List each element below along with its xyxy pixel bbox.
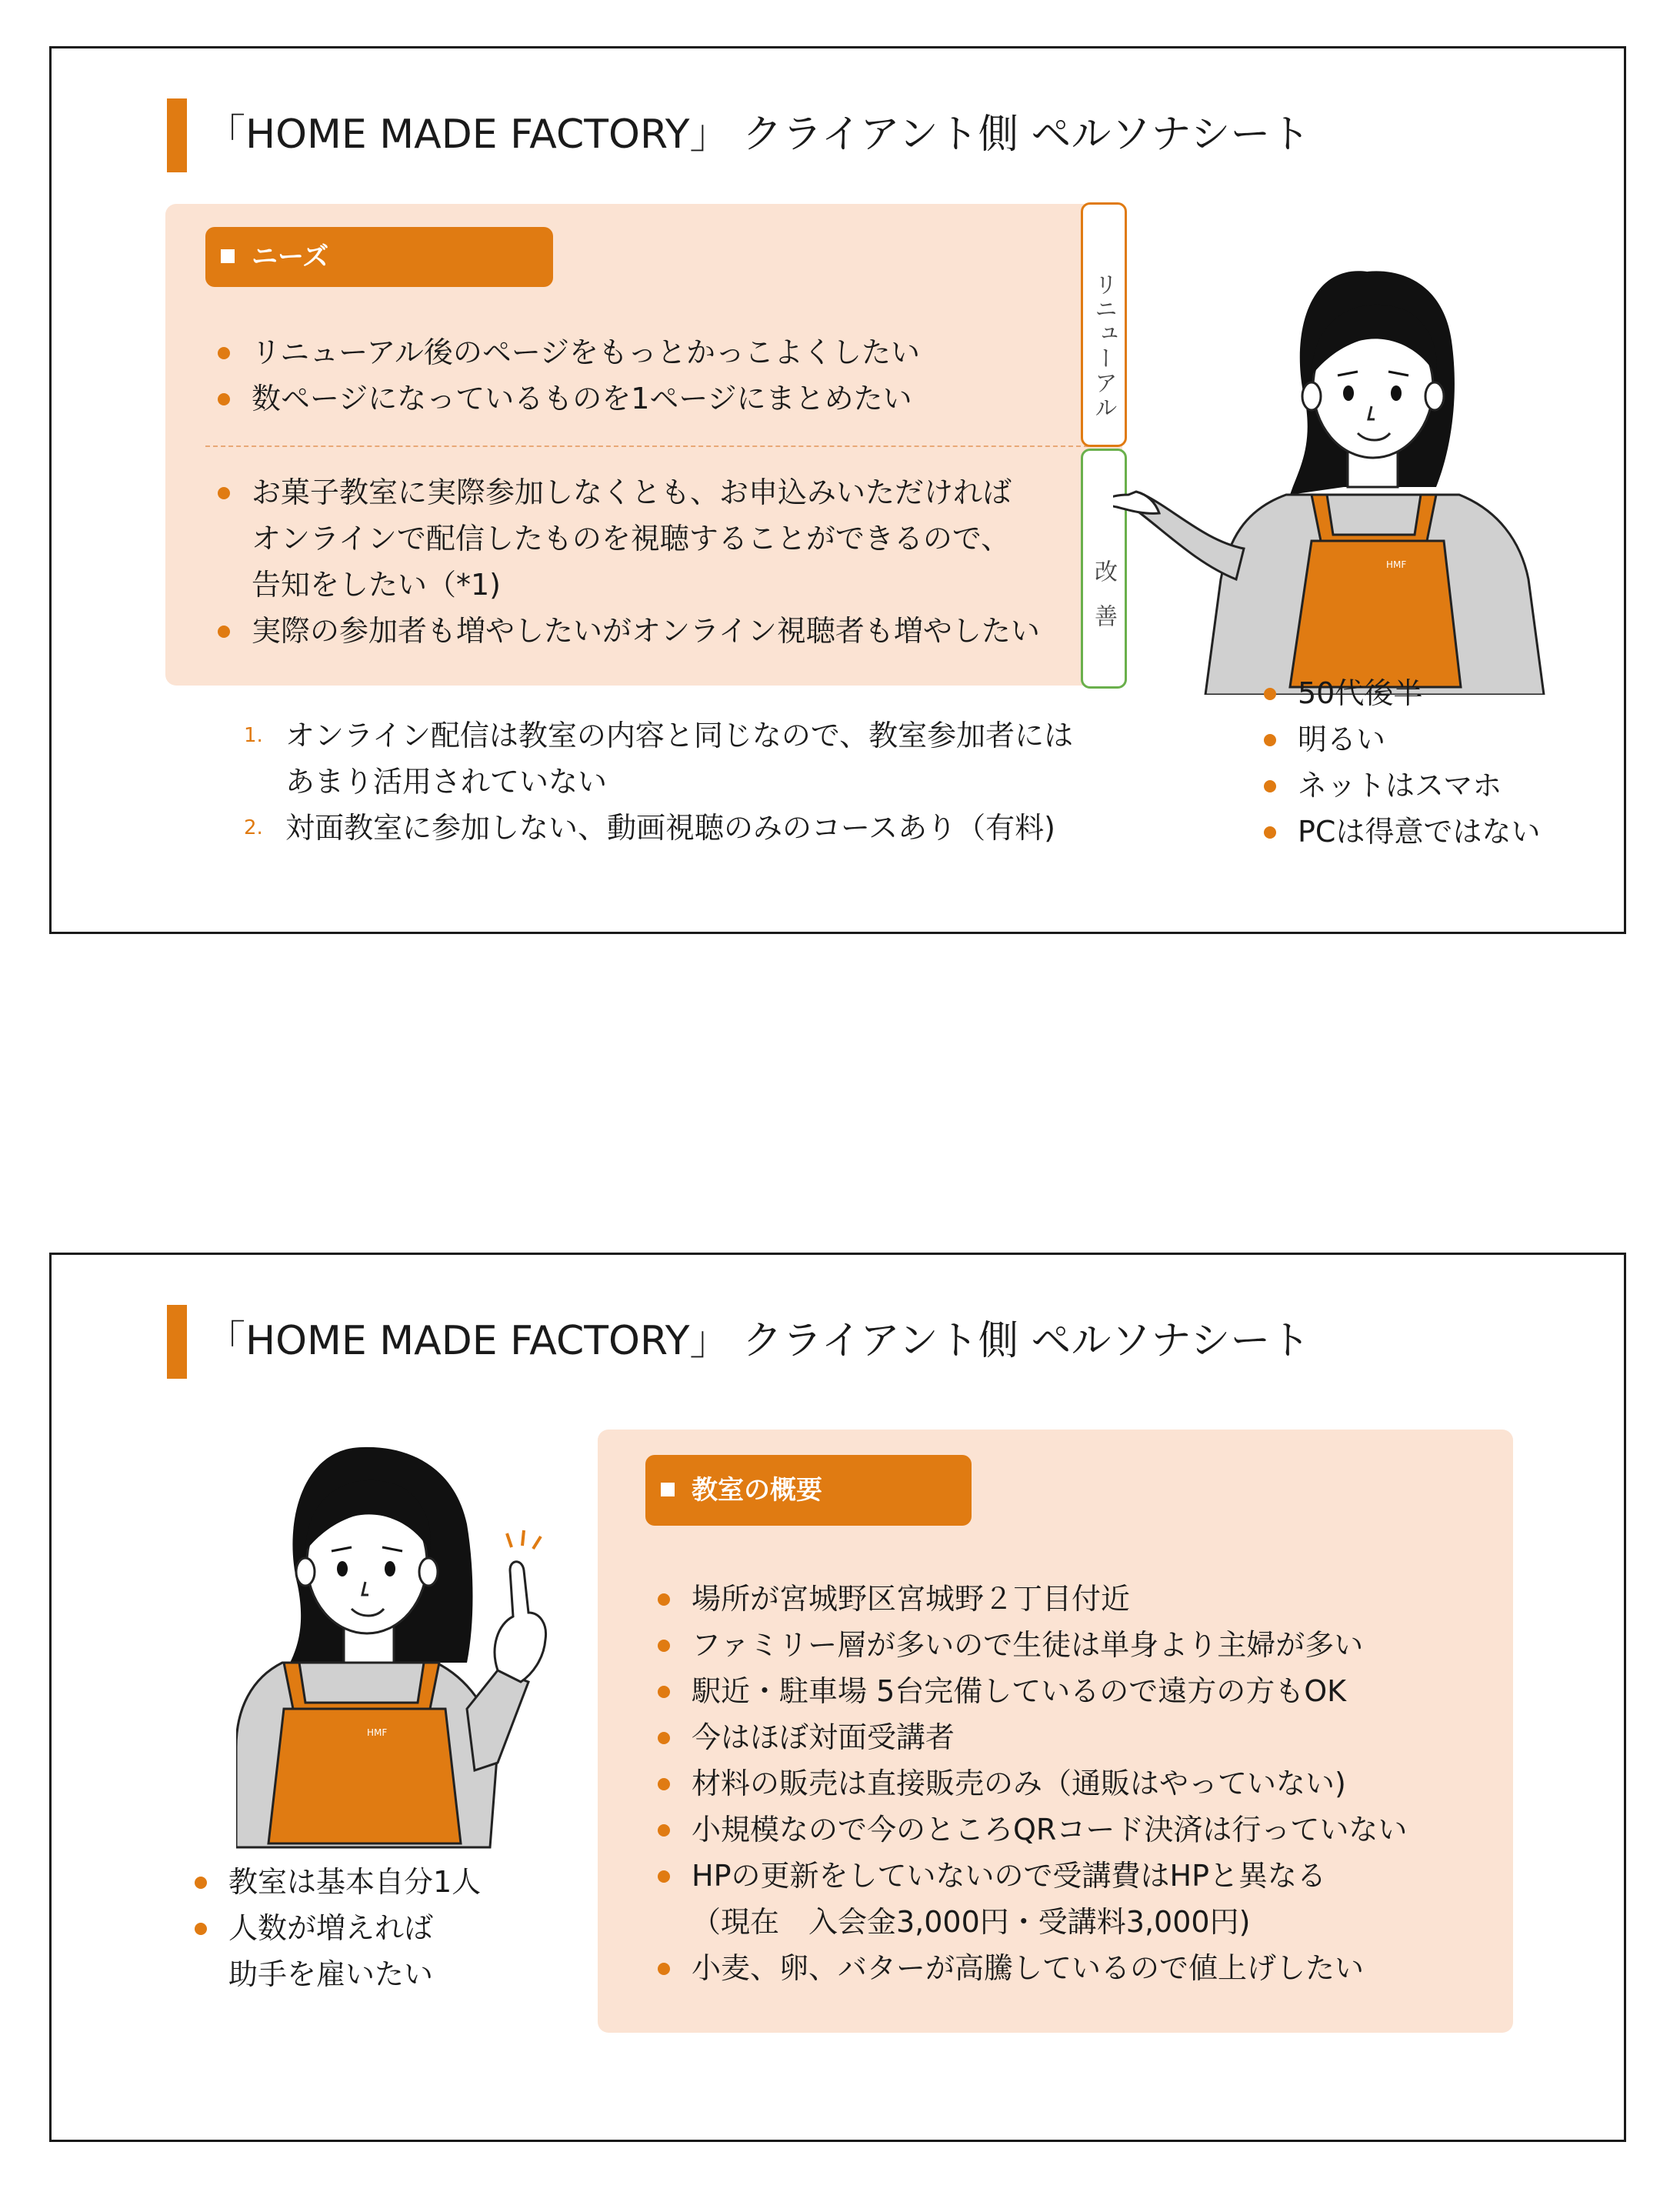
list-item: 50代後半 [1252,670,1540,716]
persona-traits-list [182,1859,481,1997]
list-item: 小麦、卵、バターが高騰しているので値上げしたい [645,1945,1407,1991]
footnote-list [221,712,1073,851]
dashed-divider [205,445,1088,447]
overview-list [645,1576,1407,1991]
list-item: お菓子教室に実際参加しなくとも、お申込みいただければ [205,469,1040,515]
list-item: 場所が宮城野区宮城野２丁目付近 [645,1576,1407,1622]
slide-title: 「HOME MADE FACTORY」 クライアント側 ペルソナシート [205,112,1311,158]
needs-panel [165,204,1122,686]
list-item: 明るい [1252,716,1540,762]
square-bullet-icon [221,249,235,263]
list-item: HPの更新をしていないので受講費はHPと異なる [645,1853,1407,1899]
square-bullet-icon [661,1483,675,1496]
overview-heading [645,1455,972,1526]
overview-panel [598,1430,1513,2033]
renewal-needs-list [205,329,920,422]
needs-heading-label: ニーズ [252,242,329,272]
list-item: リニューアル後のページをもっとかっこよくしたい [205,329,920,375]
footnote-item-continuation [221,759,1073,805]
title-accent-bar [167,98,187,172]
apron-logo: HMF [1386,559,1407,570]
renewal-tag: リニューアル [1081,202,1127,447]
list-item: 実際の参加者も増やしたいがオンライン視聴者も増やしたい [205,608,1040,654]
list-item-continuation: オンラインで配信したものを視聴することができるので、 [252,522,1011,556]
needs-heading [205,227,553,287]
list-item-continuation: （現在 入会金3,000円・受講料3,000円) [692,1905,1251,1939]
persona-presenting-illustration [1113,218,1575,695]
footnote-text: オンライン配信は教室の内容と同じなので、教室参加者には [285,719,1074,752]
list-item: 駅近・駐車場 5台完備しているので遠方の方もOK [645,1668,1407,1714]
footnote-number: 1. [244,724,263,747]
list-item: 材料の販売は直接販売のみ（通販はやっていない) [645,1760,1407,1807]
list-item-continuation: 告知をしたい（*1) [252,568,502,602]
slide-1 [49,46,1626,934]
list-item: ネットはスマホ [1252,762,1540,809]
slide-2 [49,1253,1626,2142]
apron-logo: HMF [367,1727,388,1738]
list-item-continuation: 助手を雇いたい [228,1957,434,1991]
overview-heading-label: 教室の概要 [692,1475,822,1506]
persona-pointing-illustration [236,1440,598,1855]
list-item: 教室は基本自分1人 [182,1859,481,1905]
list-item: ファミリー層が多いので生徒は単身より主婦が多い [645,1622,1407,1668]
list-item: PCは得意ではない [1252,809,1540,855]
slide-title: 「HOME MADE FACTORY」 クライアント側 ペルソナシート [205,1318,1311,1364]
improve-needs-list [205,469,1040,654]
list-item: 小規模なので今のところQRコード決済は行っていない [645,1807,1407,1853]
title-accent-bar [167,1305,187,1379]
footnote-text: あまり活用されていない [285,765,608,799]
footnote-text: 対面教室に参加しない、動画視聴のみのコースあり（有料) [285,811,1055,845]
list-item: 今はほぼ対面受講者 [645,1714,1407,1760]
footnote-item [221,805,1073,851]
list-item: 数ページになっているものを1ページにまとめたい [205,375,920,422]
footnote-item [221,712,1073,759]
improve-tag: 改善 [1081,449,1127,689]
list-item: 人数が増えれば [182,1905,481,1951]
persona-traits-list [1252,670,1540,855]
footnote-number: 2. [244,816,263,839]
